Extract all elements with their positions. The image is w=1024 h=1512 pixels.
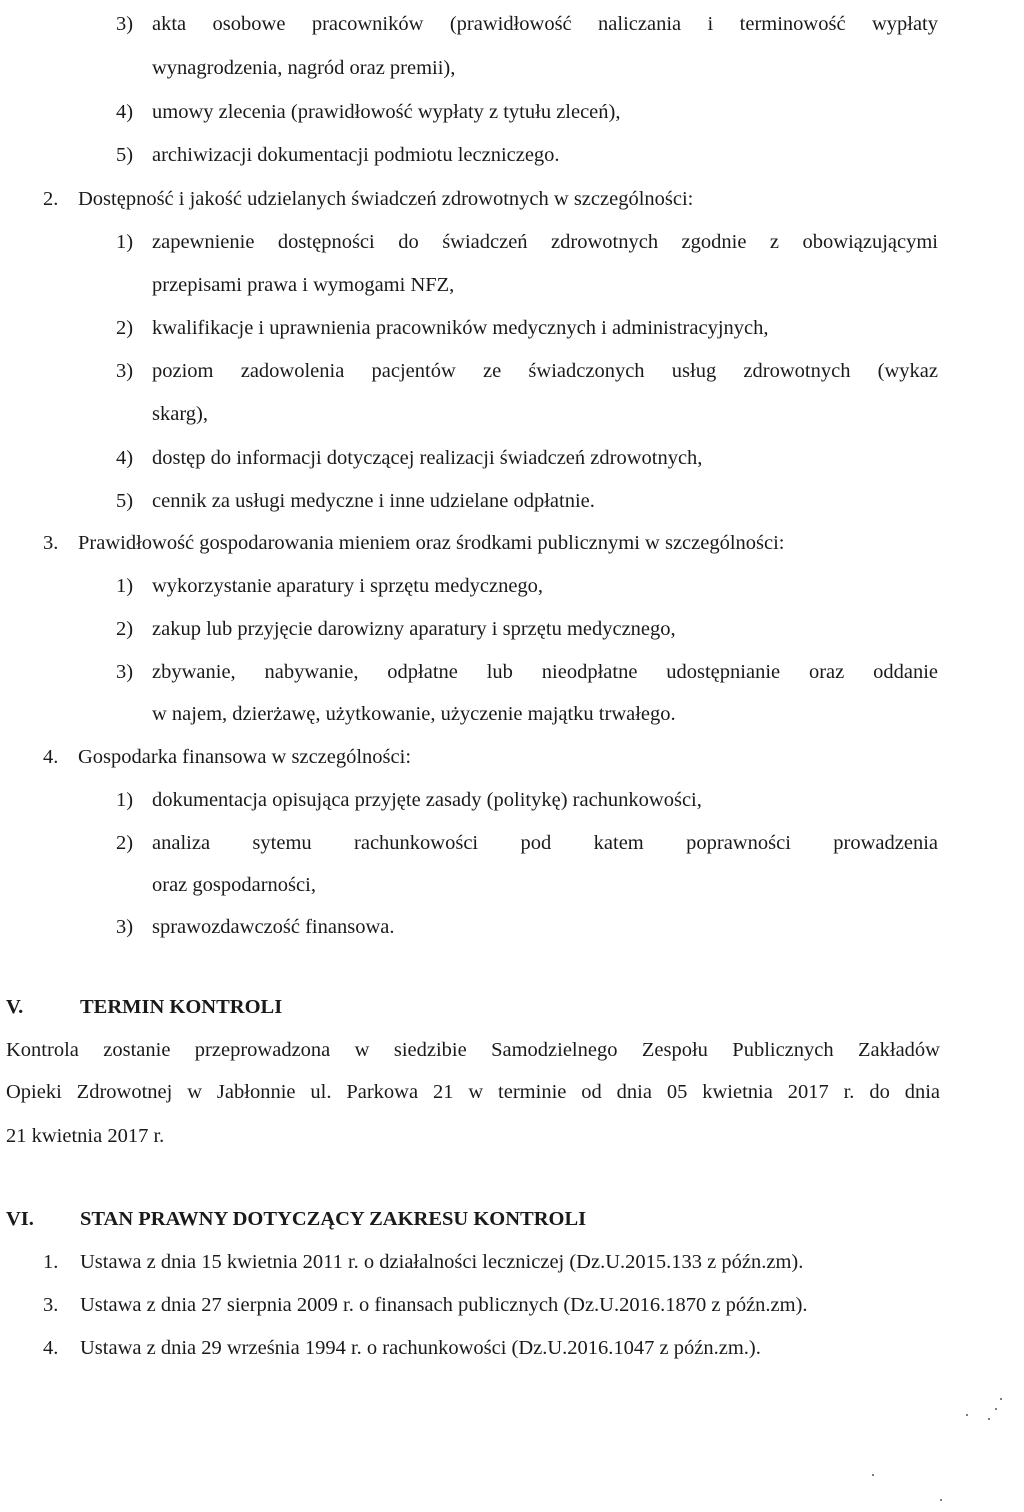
list-number: 2) [116,317,134,339]
list-number: 5) [116,490,134,512]
chapter-heading: STAN PRAWNY DOTYCZĄCY ZAKRESU KONTROLI [80,1208,587,1230]
list-item-text: dokumentacja opisująca przyjęte zasady (politykę) rachunkowości, [152,789,702,811]
list-item-text: dostęp do informacji dotyczącej realizacji świadczeń zdrowotnych, [152,447,703,469]
paragraph-line: 21 kwietnia 2017 r. [6,1125,165,1147]
list-number: 5) [116,144,134,166]
law-number: 3. [43,1294,59,1316]
list-item-text: wykorzystanie aparatury i sprzętu medycznego, [152,575,544,597]
chapter-heading: TERMIN KONTROLI [80,996,283,1018]
list-item-text: przepisami prawa i wymogami NFZ, [152,274,455,296]
chapter-number: V. [6,996,24,1018]
scan-artifact [995,1408,997,1410]
list-item-text: cennik za usługi medyczne i inne udzielane odpłatnie. [152,490,595,512]
list-item-text: analiza sytemu rachunkowości pod katem poprawności prowadzenia [152,832,938,854]
scan-artifact [940,1499,942,1501]
list-item-text: archiwizacji dokumentacji podmiotu leczniczego. [152,144,560,166]
list-number: 4) [116,101,134,123]
law-reference: Ustawa z dnia 29 września 1994 r. o rachunkowości (Dz.U.2016.1047 z późn.zm.). [80,1337,761,1359]
list-number: 2) [116,832,134,854]
list-number: 1) [116,231,134,253]
law-number: 1. [43,1251,59,1273]
list-item-text: umowy zlecenia (prawidłowość wypłaty z tytułu zleceń), [152,101,621,123]
list-item-text: sprawozdawczość finansowa. [152,916,395,938]
section-heading-text: Dostępność i jakość udzielanych świadczeń zdrowotnych w szczególności: [78,188,694,210]
paragraph-line: Kontrola zostanie przeprowadzona w siedzibie Samodzielnego Zespołu Publicznych Zakładów [6,1039,940,1061]
scan-artifact [872,1474,874,1476]
list-number: 4) [116,447,134,469]
list-item-text: wynagrodzenia, nagród oraz premii), [152,57,456,79]
scan-artifact [988,1418,990,1420]
section-number: 4. [43,746,59,768]
list-number: 1) [116,789,134,811]
paragraph-line: Opieki Zdrowotnej w Jabłonnie ul. Parkowa 21 w terminie od dnia 05 kwietnia 2017 r. do dnia [6,1081,940,1103]
section-number: 3. [43,532,59,554]
section-heading-text: Gospodarka finansowa w szczególności: [78,746,412,768]
chapter-number: VI. [6,1208,34,1230]
list-item-text: w najem, dzierżawę, użytkowanie, użyczenie majątku trwałego. [152,703,676,725]
law-reference: Ustawa z dnia 27 sierpnia 2009 r. o finansach publicznych (Dz.U.2016.1870 z późn.zm). [80,1294,808,1316]
list-item-text: skarg), [152,403,208,425]
section-heading-text: Prawidłowość gospodarowania mieniem oraz środkami publicznymi w szczególności: [78,532,785,554]
list-number: 3) [116,360,134,382]
list-item-text: oraz gospodarności, [152,874,316,896]
list-number: 3) [116,661,134,683]
list-number: 3) [116,916,134,938]
law-reference: Ustawa z dnia 15 kwietnia 2011 r. o działalności leczniczej (Dz.U.2015.133 z późn.zm). [80,1251,804,1273]
list-item-text: zbywanie, nabywanie, odpłatne lub nieodpłatne udostępnianie oraz oddanie [152,661,938,683]
list-item-text: zapewnienie dostępności do świadczeń zdrowotnych zgodnie z obowiązującymi [152,231,938,253]
list-item-text: kwalifikacje i uprawnienia pracowników medycznych i administracyjnych, [152,317,769,339]
list-number: 2) [116,618,134,640]
list-number: 1) [116,575,134,597]
scan-artifact [1000,1398,1002,1400]
list-item-text: akta osobowe pracowników (prawidłowość naliczania i terminowość wypłaty [152,13,938,35]
scan-artifact [966,1414,968,1416]
list-item-text: poziom zadowolenia pacjentów ze świadczonych usług zdrowotnych (wykaz [152,360,938,382]
section-number: 2. [43,188,59,210]
list-item-text: zakup lub przyjęcie darowizny aparatury i sprzętu medycznego, [152,618,676,640]
list-number: 3) [116,13,134,35]
law-number: 4. [43,1337,59,1359]
